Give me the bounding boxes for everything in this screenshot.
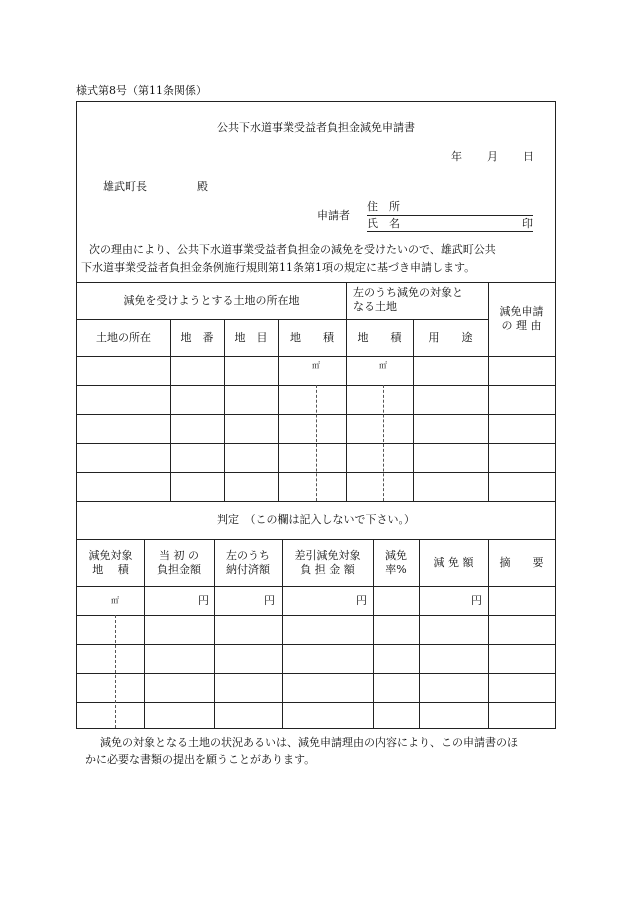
judgment-row-line xyxy=(77,673,555,674)
note-line-1: 減免の対象となる土地の状況あるいは、減免申請理由の内容により、この申請書のほ xyxy=(100,736,518,749)
form-title: 公共下水道事業受益者負担金減免申請書 xyxy=(217,121,415,134)
addressee-honorific: 殿 xyxy=(197,180,208,193)
body-text-line-2: 下水道事業受益者負担金条例施行規則第11条第1項の規定に基づき申請します。 xyxy=(81,261,476,274)
col-paid-amount: 左のうち 納付済額 xyxy=(226,548,270,576)
land-group-location-header: 減免を受けようとする土地の所在地 xyxy=(123,293,300,307)
col-initial-charge: 当 初 の 負担金額 xyxy=(157,548,201,576)
exemption-amount-unit: 円 xyxy=(471,594,482,607)
col-exemption-amount: 減 免 額 xyxy=(433,555,474,569)
date-year-label: 年 xyxy=(451,150,462,163)
col-land-category: 地 目 xyxy=(234,330,268,344)
col-exemption-rate: 減免 率% xyxy=(385,548,407,576)
seal-mark: 印 xyxy=(522,217,533,230)
judgment-title: 判定 （この欄は記入しないで下さい。） xyxy=(217,513,415,526)
target-area-unit: ㎡ xyxy=(379,361,387,370)
body-text-line-1: 次の理由により、公共下水道事業受益者負担金の減免を受けたいので、雄武町公共 xyxy=(89,243,496,256)
col-usage: 用 途 xyxy=(428,330,473,344)
form-frame xyxy=(76,101,556,729)
judgment-header-bottom xyxy=(77,586,555,587)
col-land-location: 土地の所在 xyxy=(96,330,151,344)
judgment-area-dashed-divider xyxy=(115,615,116,728)
judgment-row-line xyxy=(77,615,555,616)
note-line-2: かに必要な書類の提出を願うことがあります。 xyxy=(85,753,316,766)
form-number: 様式第8号（第11条関係） xyxy=(76,84,207,97)
land-col-divider xyxy=(346,282,347,501)
land-table-header-bottom xyxy=(77,356,555,357)
judgment-row-line xyxy=(77,644,555,645)
land-reason-header: 減免申請 の 理 由 xyxy=(499,305,544,332)
col-remarks: 摘 要 xyxy=(499,555,544,569)
name-line xyxy=(367,231,533,232)
applicant-label: 申請者 xyxy=(317,209,350,222)
date-day-label: 日 xyxy=(523,150,534,163)
addressee-name: 雄武町長 xyxy=(103,180,147,193)
col-net-exempt-charge: 差引減免対象 負 担 金 額 xyxy=(294,548,361,576)
col-area: 地 積 xyxy=(290,330,334,344)
applicant-name-label: 氏 名 xyxy=(367,217,400,230)
exempt-area-unit: ㎡ xyxy=(111,596,119,605)
judgment-row-line xyxy=(77,702,555,703)
net-exempt-charge-unit: 円 xyxy=(356,594,367,607)
applicant-address-label: 住 所 xyxy=(367,200,400,213)
address-line xyxy=(367,215,533,216)
date-month-label: 月 xyxy=(487,150,498,163)
col-target-area: 地 積 xyxy=(357,330,402,344)
initial-charge-unit: 円 xyxy=(198,594,209,607)
area-dashed-divider xyxy=(383,385,384,501)
col-exempt-area: 減免対象 地 積 xyxy=(88,548,133,576)
area-dashed-divider xyxy=(316,385,317,501)
area-unit: ㎡ xyxy=(312,361,320,370)
col-lot-number: 地 番 xyxy=(180,330,214,344)
paid-amount-unit: 円 xyxy=(264,594,275,607)
land-group-target-header: 左のうち減免の対象と なる土地 xyxy=(353,286,463,313)
